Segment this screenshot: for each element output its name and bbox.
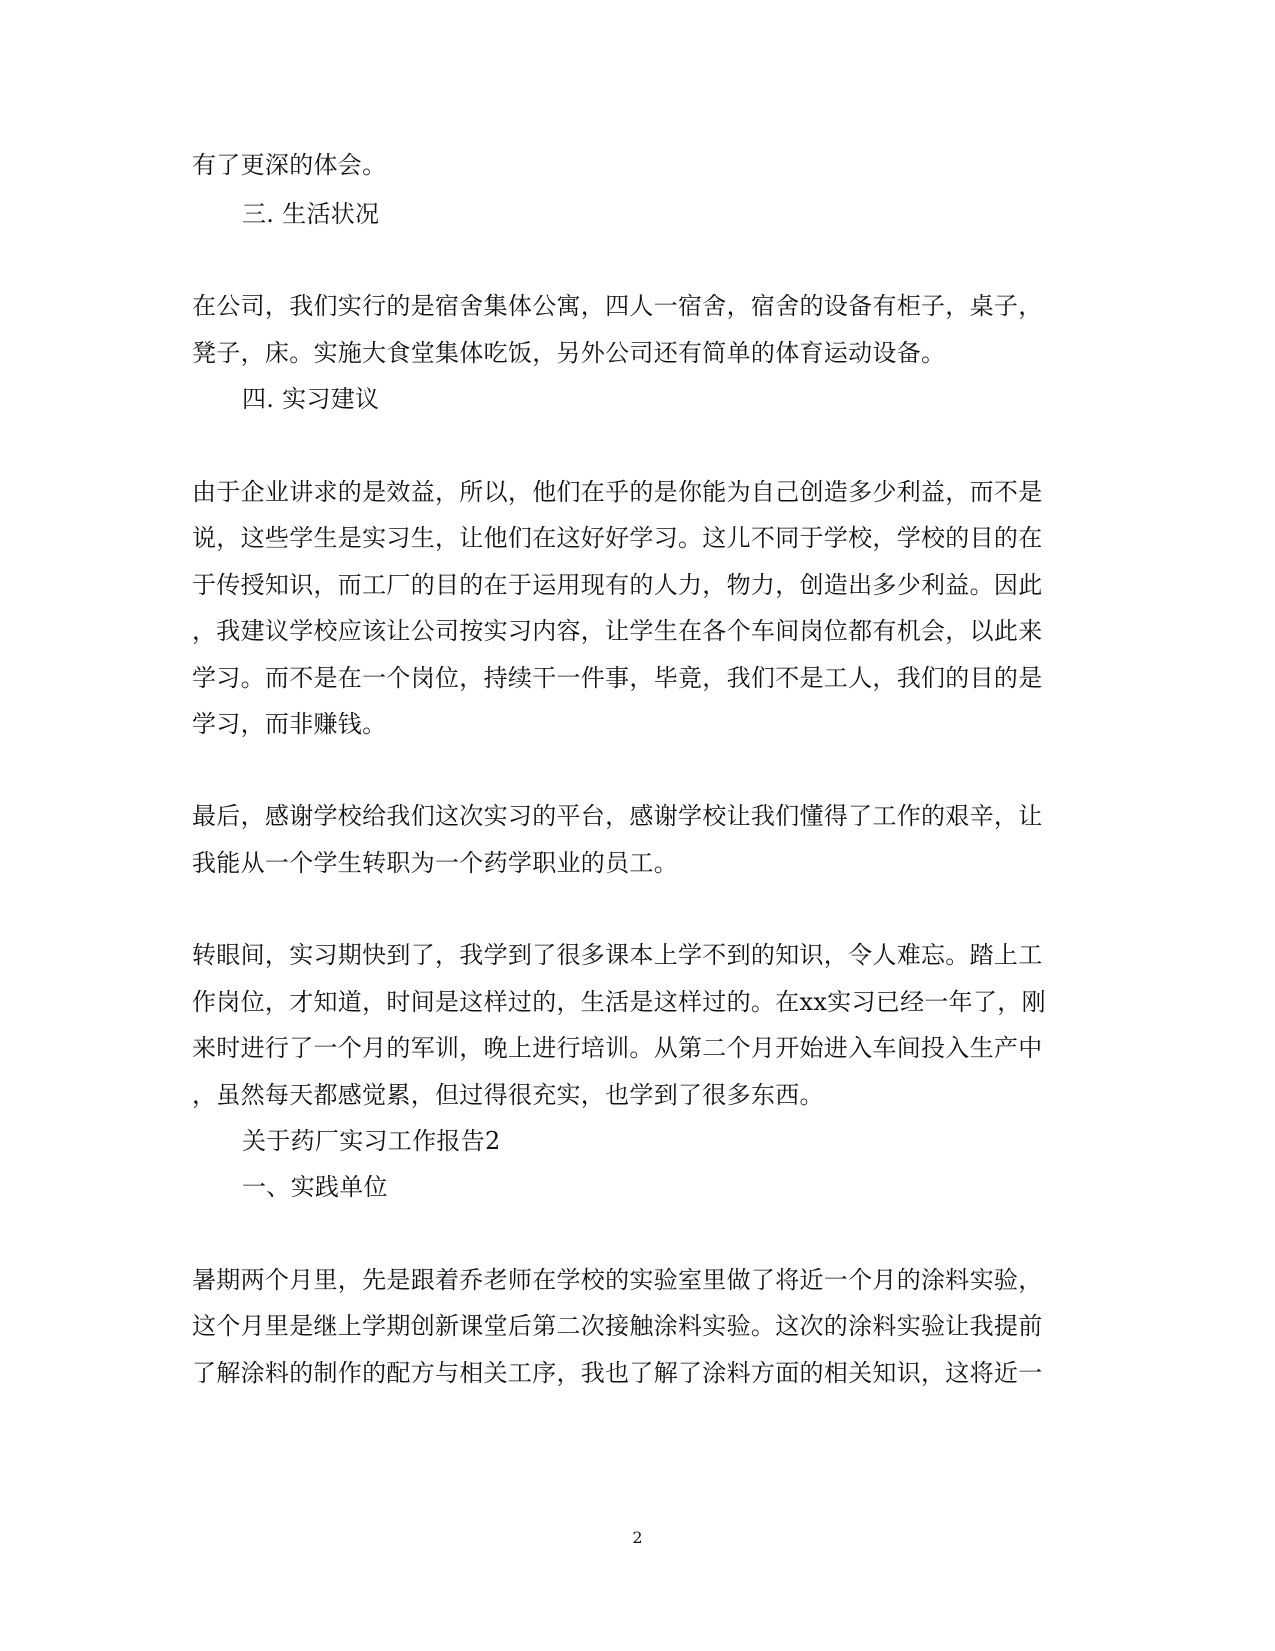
body-line: 这个月里是继上学期创新课堂后第二次接触涂料实验。这次的涂料实验让我提前	[192, 1312, 1043, 1340]
body-line: ，我建议学校应该让公司按实习内容，让学生在各个车间岗位都有机会，以此来	[192, 617, 1043, 645]
body-line: 说，这些学生是实习生，让他们在这好好学习。这儿不同于学校，学校的目的在	[192, 524, 1043, 552]
body-line: 转眼间，实习期快到了，我学到了很多课本上学不到的知识，令人难忘。踏上工	[192, 941, 1043, 969]
body-line: 暑期两个月里，先是跟着乔老师在学校的实验室里做了将近一个月的涂料实验，	[192, 1266, 1043, 1294]
body-line: 最后，感谢学校给我们这次实习的平台，感谢学校让我们懂得了工作的艰辛，让	[192, 802, 1043, 830]
body-line: 我能从一个学生转职为一个药学职业的员工。	[192, 849, 678, 877]
page-number: 2	[632, 1528, 643, 1547]
body-line: 由于企业讲求的是效益，所以，他们在乎的是你能为自己创造多少利益，而不是	[192, 478, 1043, 506]
body-line: 来时进行了一个月的军训，晚上进行培训。从第二个月开始进入车间投入生产中	[192, 1034, 1043, 1062]
body-line: 在公司，我们实行的是宿舍集体公寓，四人一宿舍，宿舍的设备有柜子，桌子，	[192, 292, 1043, 320]
section-heading: 一、实践单位	[242, 1173, 388, 1201]
report-title: 关于药厂实习工作报告2	[242, 1127, 501, 1155]
body-line: ，虽然每天都感觉累，但过得很充实，也学到了很多东西。	[192, 1081, 824, 1109]
body-line: 凳子，床。实施大食堂集体吃饭，另外公司还有简单的体育运动设备。	[192, 339, 946, 367]
body-line: 作岗位，才知道，时间是这样过的，生活是这样过的。在xx实习已经一年了，刚	[192, 988, 1046, 1016]
body-line: 学习。而不是在一个岗位，持续干一件事，毕竟，我们不是工人，我们的目的是	[192, 664, 1043, 692]
body-line: 有了更深的体会。	[192, 151, 387, 179]
section-heading: 三. 生活状况	[242, 200, 380, 228]
body-line: 于传授知识，而工厂的目的在于运用现有的人力，物力，创造出多少利益。因此	[192, 571, 1043, 599]
body-line: 了解涂料的制作的配方与相关工序，我也了解了涂料方面的相关知识，这将近一	[192, 1359, 1043, 1387]
section-heading: 四. 实习建议	[242, 385, 380, 413]
body-line: 学习，而非赚钱。	[192, 710, 387, 738]
